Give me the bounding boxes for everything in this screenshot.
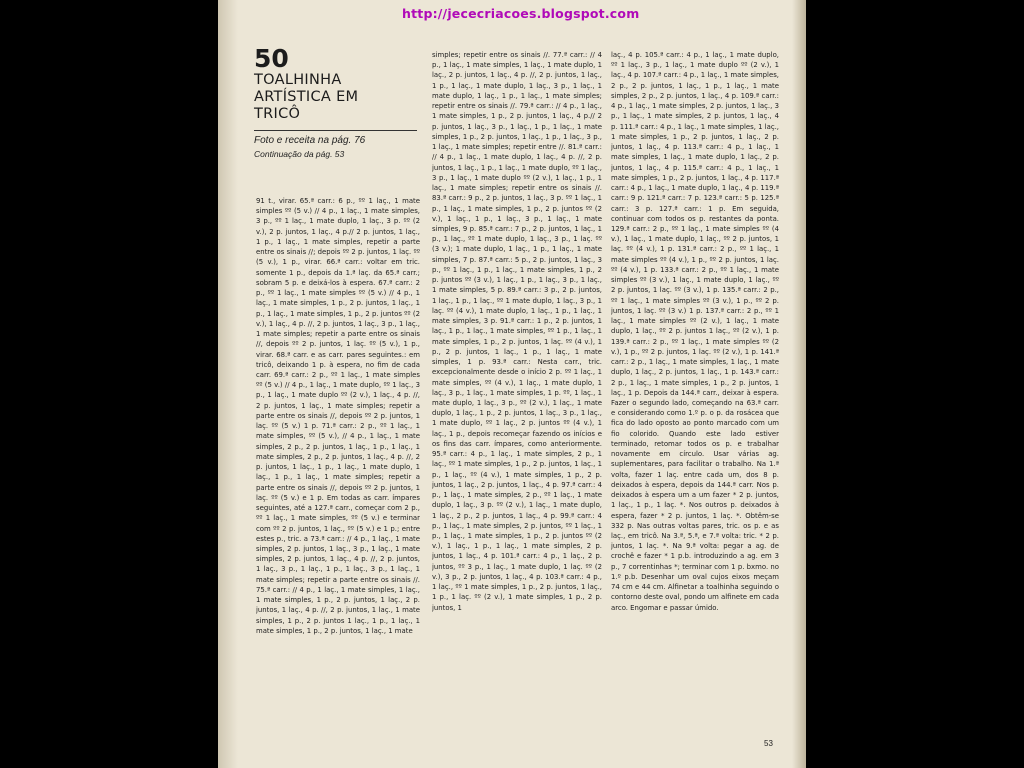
text-column-2: simples; repetir entre os sinais //. 77.ª carr.: // 4 p., 1 laç., 1 mate simples, 1 laç., 1 mate duplo, 1 laç., 2 p. juntos, 1 laç., 4 p. //, 2 p. juntos, 1 laç., 1 p., 1 laç., 1 mate duplo, 1 laç., 3 p., 1 laç., 1 mate duplo, 1 laç., 1 p., 1 laç., 1 mate simples; repetir entre os sinais //. 79.ª carr.: // 4 p., 1 laç., 1 mate simples, 1 p., 2 p. juntos, 1 laç., 4 p.// 2 p. juntos, 1 laç., 3 p., 1 laç., 1 p., 1 laç., 1 mate simples, 1 p., 2 p. juntos, 1 laç., 1 p., 1 laç., 3 p., 1 laç., 1 mate simples; repetir entre //. 81.ª carr.: // 4 p., 1 laç., 1 mate duplo, 1 laç., 4 p. //, 2 p. juntos, 1 laç., 1 p., 1 laç., 1 mate duplo, ºº 1 laç., 3 p., 1 laç., 1 mate duplo ºº (2 v.), 1 laç., 1 p., 1 laç., 1 mate simples; repetir entre os sinais //. 83.ª carr.: 9 p., 2 p. juntos, 1 laç., 3 p. ºº 1 laç., 1 p., 1 laç., 1 mate simples, 1 p., 2 p. juntos ºº (2 v.), 1 laç., 1 p., 1 laç., 3 p., 1 laç., 1 mate simples, 9 p. 85.ª carr.: 7 p., 2 p. juntos, 1 laç., 1 p., 1 laç., ºº 1 mate duplo, 1 laç., 3 p., 1 laç. ºº (3 v.); 1 mate duplo, 1 laç., 1 p., 1 laç., 1 mate simples, 7 p. 87.ª carr.: 5 p., 2 p. juntos, 1 laç., 3 p., ºº 1 laç., 1 p., 1 laç., 1 mate simples, 1 p., 2 p. juntos ºº (3 v.), 1 laç., 1 p., 1 laç., 3 p., 1 laç., 1 mate simples, 5 p. 89.ª carr.: 3 p., 2 p. juntos, 1 laç., 1 p., 1 laç., ºº 1 mate duplo, 1 laç., 3 p., 1 laç. ºº (4 v.), 1 mate duplo, 1 laç., 1 p., 1 laç., 1 mate simples, 3 p. 91.ª carr.: 1 p., 2 p. juntos, 1 laç., 1 p., 1 laç., 1 mate simples, ºº 1 p., 1 laç., 1 mate simples, 1 p., 2 p. juntos, 1 laç. ºº (4 v.), 1 p., 2 p. juntos, 1 laç., 1 p., 1 laç., 1 mate simples, 1 p. 93.ª carr.: Nesta carr., tric. excepcionalmente desde o início 2 p. ºº 1 laç., 1 mate simples, ºº (4 v.), 1 laç., 1 mate duplo, 1 laç., 3 p., 1 laç., 1 mate simples, 1 p. ºº, 1 laç., 1 mate duplo, 1 laç., 3 p., ºº (2 v.), 1 laç., 1 mate duplo, 1 laç., 1 p., 2 p. juntos, 1 laç., 3 p., 1 laç., 1 mate duplo, ºº 1 laç., 2 p. juntos ºº (4 v.), 1 laç., 1 p., depois recomeçar fazendo os inícios e os fins das carr. ímpares, como anteriormente. 95.ª carr.: 4 p., 1 laç., 1 mate simples, 2 p., 1 laç., ºº 1 mate simples, 1 p., 2 p. juntos, 1 laç., 1 p., 1 laç., ºº (4 v.), 1 mate simples, 1 p., 2 p. juntos, 1 laç., 2 p. juntos, 1 laç., 4 p. 97.ª carr.: 4 p., 1 laç., 1 mate simples, 2 p., ºº 1 laç., 1 mate duplo, 1 laç., 3 p. ºº (2 v.), 1 laç., 1 mate duplo, 1 laç., 2 p., 2 p. juntos, 1 laç., 4 p. 99.ª carr.: 4 p., 1 laç., 1 mate simples, 2 p. juntos, ºº 1 laç., 1 p., 1 laç., 1 mate simples, 1 p., 2 p. juntos ºº (2 v.), 1 laç., 1 p., 1 laç., 1 mate simples, 2 p. juntos, 1 laç., 4 p. 101.ª carr.: 4 p., 1 laç., 2 p. juntos, ºº 3 p., 1 laç., 1 mate duplo, 1 laç. ºº (2 v.), 3 p., 2 p. juntos, 1 laç., 4 p. 103.ª carr.: 4 p., 1 laç., ºº 1 mate simples, 1 p., 2 p. juntos, 1 laç., 1 p., 1 laç. ºº (2 v.), 1 mate simples, 1 p., 2 p. juntos, 1 <box>432 51 602 612</box>
page-edge-shadow <box>792 0 806 768</box>
photo-reference: Foto e receita na pág. 76 <box>254 135 366 146</box>
title-line: TRICÔ <box>254 106 301 122</box>
magazine-page <box>218 0 806 768</box>
page-number: 53 <box>764 739 773 748</box>
text-column-3: laç., 4 p. 105.ª carr.: 4 p., 1 laç., 1 mate duplo, ºº 1 laç., 3 p., 1 laç., 1 mate duplo ºº (2 v.), 1 laç., 4 p. 107.ª carr.: 4 p., 1 laç., 1 mate simples, 2 p., 2 p. juntos, 1 laç., 1 p., 1 laç., 1 mate simples, 2 p., 2 p. juntos, 1 laç., 4 p. 109.ª carr.: 4 p., 1 laç., 1 mate simples, 2 p. juntos, 1 laç., 3 p., 1 laç., 1 mate simples, 2 p. juntos, 1 laç., 4 p. 111.ª carr.: 4 p., 1 laç., 1 mate simples, 1 laç., 1 mate simples, 1 p., 2 p. juntos, 1 laç., 2 p. juntos, 1 laç., 4 p. 113.ª carr.: 4 p., 1 laç., 1 mate simples, 1 laç., 1 mate duplo, 1 laç., 2 p. juntos, 1 laç., 4 p. 115.ª carr.: 4 p., 1 laç., 1 mate simples, 1 p., 2 p. juntos, 1 laç., 4 p. 117.ª carr.: 4 p., 1 laç., 1 mate duplo, 1 laç., 4 p. 119.ª carr.: 9 p. 121.ª carr.: 7 p. 123.ª carr.: 5 p. 125.ª carr.: 3 p. 127.ª carr.: 1 p. Em seguida, continuar com todos os p. restantes da ponta. 129.ª carr.: 2 p., ºº 1 laç., 1 mate simples ºº (4 v.), 1 laç., 1 mate duplo, 1 laç., ºº 2 p. juntos, 1 laç. ºº (4 v.), 1 p. 131.ª carr.: 2 p., ºº 1 laç., 1 mate simples ºº (4 v.), 1 p., ºº 2 p. juntos, 1 laç. ºº (4 v.), 1 p. 133.ª carr.: 2 p., ºº 1 laç., 1 mate simples ºº (3 v.), 1 laç., 1 mate duplo, 1 laç., ºº 2 p. juntos, 1 laç. ºº (3 v.), 1 p. 135.ª carr.: 2 p., ºº 1 laç., 1 mate simples ºº (3 v.), 1 p., ºº 2 p. juntos, 1 laç. ºº (3 v.) 1 p. 137.ª carr.: 2 p., ºº 1 laç., 1 mate simples ºº (2 v.), 1 laç., 1 mate duplo, 1 laç., ºº 2 p. juntos 1 laç., ºº (2 v.), 1 p. 139.ª carr.: 2 p., ºº 1 laç., 1 mate simples ºº (2 v.), 1 p., ºº 2 p. juntos, 1 laç. ºº (2 v.), 1 p. 141.ª carr.: 2 p., 1 laç., 1 mate simples, 1 laç., 1 mate duplo, 1 laç., 2 p. juntos, 1 laç., 1 p. 143.ª carr.: 2 p., 1 laç., 1 mate simples, 1 p., 2 p. juntos, 1 laç., 1 p. Depois da 144.ª carr., deixar à espera. Fazer o segundo lado, começando na 63.ª carr. e considerando como 1.º p. o p. da rosácea que fica do lado oposto ao ponto marcado com um fio colorido. Quando este lado estiver terminado, retomar todos os p. e trabalhar novamente em círculo. Usar várias ag. suplementares, para facilitar o trabalho. Na 1.ª volta, fazer 1 laç. entre cada um, dos 8 p. deixados à espera, depois da 144.ª carr. Nos p. deixados à espera um a um fazer * 2 p. juntos, 1 laç., 1 p., 1 laç. *. Nos outros p. deixados à espera, fazer * 2 p. juntos, 1 laç. *. Obtêm-se 332 p. Nas outras voltas pares, tric. os p. e as laç., em tricô. Na 3.ª, 5.ª, e 7.ª volta: tric. * 2 p. juntos, 1 laç. *. Na 9.ª volta: pegar a ag. de crochê e fazer * 1 p.b. introduzindo a ag. em 3 p., 7 correntinhas *; terminar com 1 p. bxmo. no 1.º p.b. Desenhar um oval cujos eixos meçam 74 cm e 44 cm. Alfinetar a toalhinha seguindo o contorno deste oval, pondo um alfinete em cada arco. Engomar e passar úmido. <box>611 51 779 612</box>
continuation-note: Continuação da pág. 53 <box>254 149 345 159</box>
text-column-1: 91 t., virar. 65.ª carr.: 6 p., ºº 1 laç., 1 mate simples ºº (5 v.) // 4 p., 1 laç., 1 mate simples, 3 p., ºº 1 laç., 1 mate duplo, 1 laç., 3 p. ºº (2 v.), 2 p. juntos, 1 laç., 4 p.// 2 p. juntos, 1 laç., 1 p., 1 laç., 1 mate simples, repetir a parte entre os sinais //; depois ºº 2 p. juntos, 1 laç. ºº (5 v.), 1 p., virar. 66.ª carr.: voltar em tric. somente 1 p., depois da 1.ª laç. da 65.ª carr.; sobram 5 p. e deixá-los à espera. 67.ª carr.: 2 p., ºº 1 laç., 1 mate simples ºº (5 v.) // 4 p., 1 laç., 1 mate simples, 1 p., 2 p. juntos, 1 laç., 1 p., 1 laç., 1 mate simples, 1 p., 2 p. juntos ºº (2 v.), 1 laç., 4 p. //, 2 p. juntos, 1 laç., 3 p., 1 laç., 1 mate simples; repetir a parte entre os sinais //, depois ºº 2 p. juntos, 1 laç. ºº (5 v.), 1 p., virar. 68.ª carr. e as carr. pares seguintes.: em tricô, deixando 1 p. à espera, no fim de cada carr. 69.ª carr.: 2 p., ºº 1 laç., 1 mate simples ºº (5 v.) // 4 p., 1 laç., 1 mate duplo, ºº 1 laç., 3 p., 1 laç., 1 mate duplo ºº (2 v.), 1 laç., 4 p. //, 2 p. juntos, 1 laç., 1 mate simples; repetir a parte entre os sinais //, depois ºº 2 p. juntos, 1 laç. ºº (5 v.) 1 p. 71.ª carr.: 2 p., ºº 1 laç., 1 mate simples, ºº (5 v.), // 4 p., 1 laç., 1 mate simples, 2 p., 2 p. juntos, 1 laç., 1 p., 1 laç., 1 mate simples, 2 p., 2 p. juntos, 1 laç., 4 p. //, 2 p. juntos, 1 laç., 1 p., 1 laç., 1 mate duplo, 1 laç., 1 p., 1 laç., 1 mate simples; repetir a parte entre os sinais //, depois ºº 2 p. juntos, 1 laç. ºº (5 v.) e 1 p. Em todas as carr. ímpares seguintes, até a 127.ª carr., começar com 2 p., ºº 1 laç., 1 mate simples, ºº (5 v.) e terminar com ºº 2 p. juntos, 1 laç., ºº (5 v.) e 1 p.; entre estes p., tric. a 73.ª carr.: // 4 p., 1 laç., 1 mate simples, 2 p. juntos, 1 laç., 3 p., 1 laç., 1 mate simples, 2 p. juntos, 1 laç., 4 p. //, 2 p. juntos, 1 laç., 3 p., 1 laç., 1 p., 1 laç., 3 p., 1 laç., 1 mate simples; repetir a parte entre os sinais //. 75.ª carr.: // 4 p., 1 laç., 1 mate simples, 1 laç., 1 mate simples, 1 p., 2 p. juntos, 1 laç., 2 p. juntos, 1 laç., 4 p. //, 2 p. juntos, 1 laç., 1 mate simples, 1 p., 2 p. juntos 1 laç., 1 p., 1 laç., 1 mate simples, 1 p., 2 p. juntos, 1 laç., 1 mate <box>256 197 420 635</box>
watermark-url: http://jececriacoes.blogspot.com <box>402 6 640 21</box>
pattern-number: 50 <box>254 44 289 73</box>
title-divider <box>254 130 417 131</box>
title-line: TOALHINHA <box>254 72 342 88</box>
page-gutter-shadow <box>218 0 238 768</box>
title-line: ARTÍSTICA EM <box>254 89 359 105</box>
pattern-title <box>254 72 424 123</box>
